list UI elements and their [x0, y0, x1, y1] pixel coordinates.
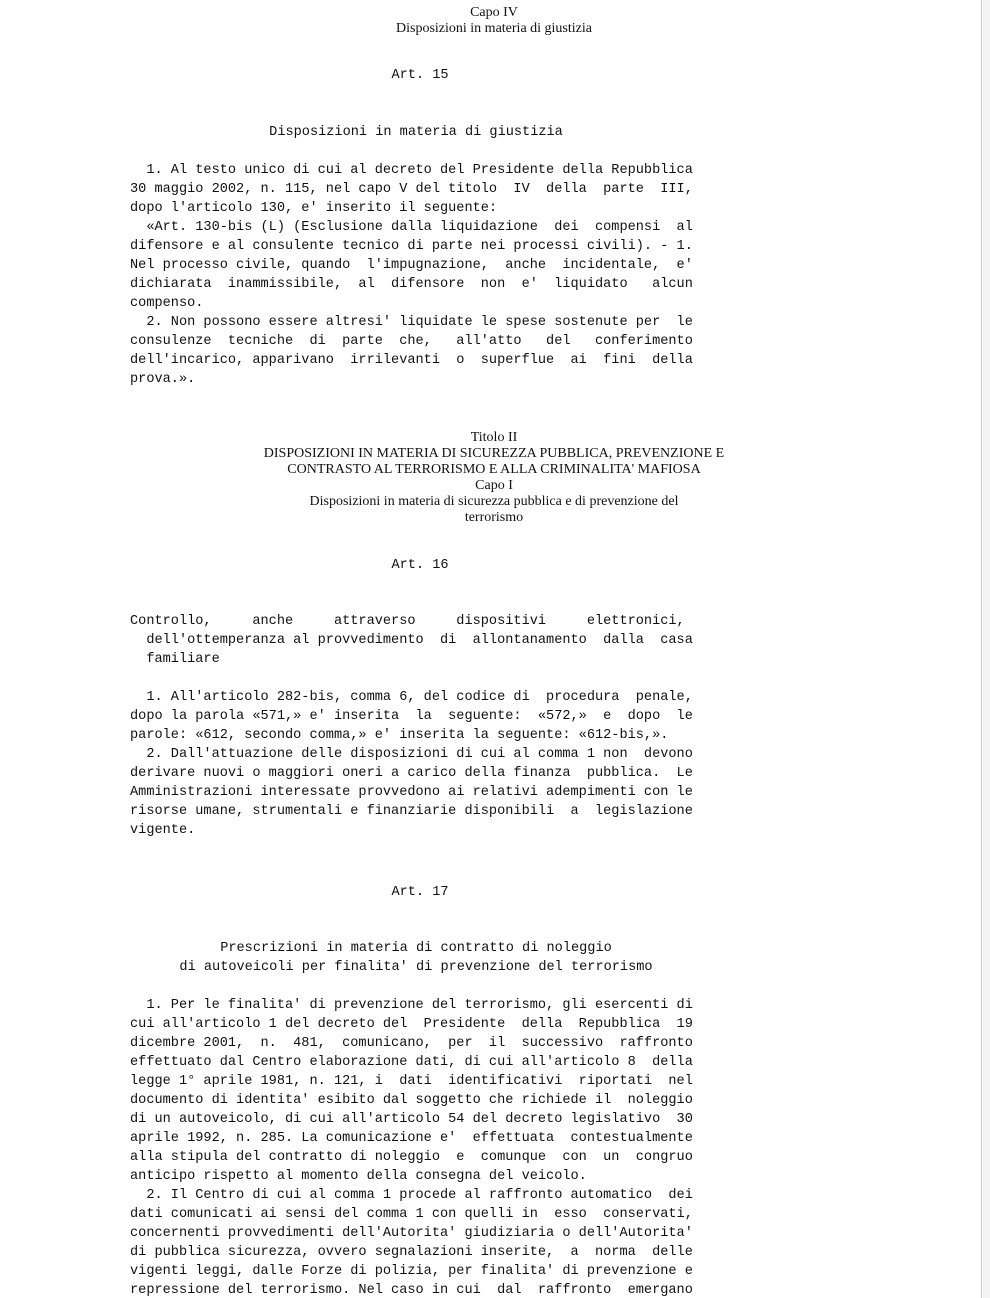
text-line: Nel processo civile, quando l'impugnazione, anche incidentale, e'	[130, 258, 693, 273]
art-16-heading	[130, 612, 712, 669]
text-line: vigenti leggi, dalle Forze di polizia, per finalita' di prevenzione e	[130, 1264, 693, 1279]
text-line: legge 1° aprile 1981, n. 121, i dati identificativi riportati nel	[130, 1074, 693, 1089]
text-line: 1. Al testo unico di cui al decreto del Presidente della Repubblica	[130, 163, 693, 178]
capo-i-line1: Disposizioni in materia di sicurezza pubblica e di prevenzione del	[309, 494, 679, 509]
text-line: aprile 1992, n. 285. La comunicazione e' effettuata contestualmente	[130, 1131, 693, 1146]
art-15-heading: Disposizioni in materia di giustizia	[269, 125, 563, 140]
text-line: dopo l'articolo 130, e' inserito il seguente:	[130, 201, 498, 216]
text-line: repressione del terrorismo. Nel caso in cui dal raffronto emergano	[130, 1283, 693, 1298]
art-16-number: Art. 16	[391, 558, 449, 573]
text-line: alla stipula del contratto di noleggio e comunque con un congruo	[130, 1150, 693, 1165]
text-line: concernenti provvedimenti dell'Autorita' giudiziaria o dell'Autorita'	[130, 1226, 693, 1241]
art-16-body	[130, 688, 712, 840]
text-line: 30 maggio 2002, n. 115, nel capo V del titolo IV della parte III,	[130, 182, 693, 197]
titolo-ii-title-line2: CONTRASTO AL TERRORISMO E ALLA CRIMINALITA' MAFIOSA	[287, 462, 701, 477]
text-line: cui all'articolo 1 del decreto del Presidente della Repubblica 19	[130, 1017, 693, 1032]
text-line: 1. All'articolo 282-bis, comma 6, del codice di procedura penale,	[130, 690, 693, 705]
art-17-heading-line1: Prescrizioni in materia di contratto di noleggio	[220, 941, 612, 956]
art-15-body	[130, 161, 712, 389]
text-line: risorse umane, strumentali e finanziarie disponibili a legislazione	[130, 804, 693, 819]
text-line: di pubblica sicurezza, ovvero segnalazioni inserite, a norma delle	[130, 1245, 693, 1260]
art-17-number: Art. 17	[391, 885, 449, 900]
text-line: parole: «612, secondo comma,» e' inserita la seguente: «612-bis,».	[130, 728, 669, 743]
text-line: dopo la parola «571,» e' inserita la seguente: «572,» e dopo le	[130, 709, 693, 724]
heading-line: Controllo, anche attraverso dispositivi elettronici,	[130, 614, 685, 629]
text-line: effettuato dal Centro elaborazione dati, di cui all'articolo 8 della	[130, 1055, 693, 1070]
capo-iv-label: Capo IV	[470, 5, 518, 20]
heading-line: dell'ottemperanza al provvedimento di allontanamento dalla casa	[130, 633, 693, 648]
text-line: derivare nuovi o maggiori oneri a carico della finanza pubblica. Le	[130, 766, 693, 781]
text-line: dell'incarico, apparivano irrilevanti o superflue ai fini della	[130, 353, 693, 368]
text-line: 2. Non possono essere altresi' liquidate le spese sostenute per le	[130, 315, 693, 330]
text-line: «Art. 130-bis (L) (Esclusione dalla liquidazione dei compensi al	[130, 220, 693, 235]
capo-i-line2: terrorismo	[464, 510, 524, 525]
text-line: dicembre 2001, n. 481, comunicano, per il successivo raffronto	[130, 1036, 693, 1051]
text-line: 2. Dall'attuazione delle disposizioni di cui al comma 1 non devono	[130, 747, 693, 762]
art-15-number: Art. 15	[391, 68, 449, 83]
text-line: anticipo rispetto al momento della consegna del veicolo.	[130, 1169, 587, 1184]
art-17-heading-line2: di autoveicoli per finalita' di prevenzione del terrorismo	[179, 960, 653, 975]
heading-line: familiare	[130, 652, 220, 667]
text-line: vigente.	[130, 823, 196, 838]
text-line: consulenze tecniche di parte che, all'atto del conferimento	[130, 334, 693, 349]
text-line: Amministrazioni interessate provvedono ai relativi adempimenti con le	[130, 785, 693, 800]
text-line: di un autoveicolo, di cui all'articolo 54 del decreto legislativo 30	[130, 1112, 693, 1127]
text-line: dichiarata inammissibile, al difensore non e' liquidato alcun	[130, 277, 693, 292]
art-17-body	[130, 996, 712, 1298]
titolo-ii-label: Titolo II	[470, 430, 518, 445]
text-line: dati comunicati ai sensi del comma 1 con quelli in esso conservati,	[130, 1207, 693, 1222]
text-line: difensore e al consulente tecnico di parte nei processi civili). - 1.	[130, 239, 693, 254]
text-line: 2. Il Centro di cui al comma 1 procede al raffronto automatico dei	[130, 1188, 693, 1203]
vertical-scrollbar[interactable]	[981, 0, 990, 1298]
capo-i-label: Capo I	[475, 478, 513, 493]
text-line: compenso.	[130, 296, 204, 311]
text-line: 1. Per le finalita' di prevenzione del terrorismo, gli esercenti di	[130, 998, 693, 1013]
text-line: documento di identita' esibito dal soggetto che richiede il noleggio	[130, 1093, 693, 1108]
text-line: prova.».	[130, 372, 196, 387]
titolo-ii-title-line1: DISPOSIZIONI IN MATERIA DI SICUREZZA PUBBLICA, PREVENZIONE E	[263, 446, 725, 461]
capo-iv-subtitle: Disposizioni in materia di giustizia	[396, 21, 592, 36]
